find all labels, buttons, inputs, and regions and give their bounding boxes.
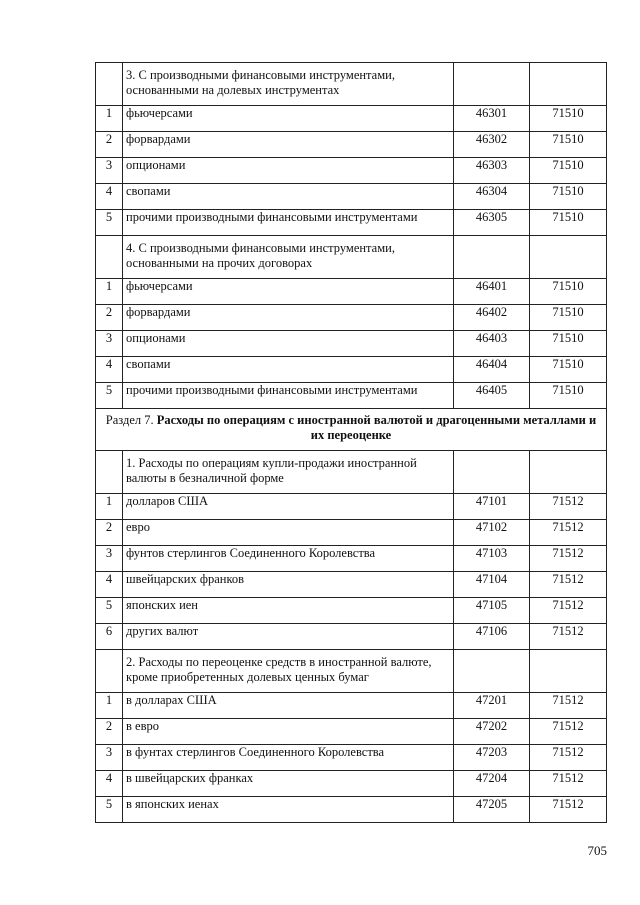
table-row: [96, 305, 607, 331]
account-code: 46401: [454, 279, 530, 305]
table-row: [96, 279, 607, 305]
account-code: 47102: [454, 520, 530, 546]
symbol-code: 71510: [530, 357, 607, 383]
section-title: Расходы по операциям с иностранной валютой и драгоценными металлами и их переоценке: [156, 413, 597, 442]
symbol-code: 71512: [530, 771, 607, 797]
symbol-code: 71510: [530, 184, 607, 210]
item-name: форвардами: [123, 132, 454, 158]
row-number: 4: [96, 572, 123, 598]
item-name: форвардами: [123, 305, 454, 331]
row-number: 5: [96, 598, 123, 624]
account-code: 47201: [454, 693, 530, 719]
item-name: японских иен: [123, 598, 454, 624]
symbol-code-cell: [530, 236, 607, 279]
row-number: 3: [96, 331, 123, 357]
row-number: 5: [96, 383, 123, 409]
table-row: [96, 624, 607, 650]
item-name: в швейцарских франках: [123, 771, 454, 797]
symbol-code: 71510: [530, 106, 607, 132]
account-code-cell: [454, 63, 530, 106]
row-number-cell: [96, 63, 123, 106]
row-number: 1: [96, 693, 123, 719]
row-number: 3: [96, 158, 123, 184]
item-name: фунтов стерлингов Соединенного Королевства: [123, 546, 454, 572]
item-name: фьючерсами: [123, 106, 454, 132]
item-name: прочими производными финансовыми инструментами: [123, 210, 454, 236]
subgroup-header-row: [96, 63, 607, 106]
symbol-code: 71510: [530, 279, 607, 305]
row-number-cell: [96, 451, 123, 494]
row-number: 4: [96, 184, 123, 210]
row-number: 5: [96, 210, 123, 236]
table-row: [96, 546, 607, 572]
symbol-code: 71510: [530, 331, 607, 357]
account-code-cell: [454, 451, 530, 494]
symbol-code: 71512: [530, 546, 607, 572]
row-number-cell: [96, 650, 123, 693]
item-name: свопами: [123, 184, 454, 210]
account-code: 46403: [454, 331, 530, 357]
item-name: швейцарских франков: [123, 572, 454, 598]
table-row: [96, 383, 607, 409]
symbol-code: 71510: [530, 383, 607, 409]
item-name: опционами: [123, 331, 454, 357]
item-name: свопами: [123, 357, 454, 383]
row-number: 6: [96, 624, 123, 650]
item-name: фьючерсами: [123, 279, 454, 305]
symbol-code: 71510: [530, 210, 607, 236]
table-row: [96, 520, 607, 546]
row-number: 3: [96, 745, 123, 771]
symbol-code: 71512: [530, 624, 607, 650]
symbol-code-cell: [530, 451, 607, 494]
subgroup-header-row: [96, 650, 607, 693]
row-number: 2: [96, 132, 123, 158]
table-row: [96, 158, 607, 184]
item-name: в фунтах стерлингов Соединенного Королевства: [123, 745, 454, 771]
subgroup-header-row: [96, 451, 607, 494]
account-code: 47106: [454, 624, 530, 650]
account-code-cell: [454, 650, 530, 693]
account-code: 46301: [454, 106, 530, 132]
item-name: долларов США: [123, 494, 454, 520]
account-code: 46304: [454, 184, 530, 210]
symbol-code: 71512: [530, 797, 607, 823]
account-code: 47101: [454, 494, 530, 520]
section-title-cell: [96, 409, 607, 451]
row-number: 5: [96, 797, 123, 823]
section-header-row: [96, 409, 607, 451]
table-row: [96, 719, 607, 745]
symbol-code: 71510: [530, 305, 607, 331]
symbol-code-cell: [530, 650, 607, 693]
symbol-code: 71512: [530, 572, 607, 598]
symbol-code: 71512: [530, 693, 607, 719]
symbol-code-cell: [530, 63, 607, 106]
symbol-code: 71512: [530, 745, 607, 771]
account-code: 46303: [454, 158, 530, 184]
table-row: [96, 494, 607, 520]
account-code: 47202: [454, 719, 530, 745]
item-name: в долларах США: [123, 693, 454, 719]
section-prefix: Раздел 7.: [105, 413, 154, 427]
symbol-code: 71512: [530, 719, 607, 745]
item-name: других валют: [123, 624, 454, 650]
item-name: в евро: [123, 719, 454, 745]
subgroup-title: 4. С производными финансовыми инструментами, основанными на прочих договорах: [123, 236, 454, 279]
row-number: 4: [96, 357, 123, 383]
row-number: 1: [96, 494, 123, 520]
account-code: 47104: [454, 572, 530, 598]
table-row: [96, 745, 607, 771]
subgroup-title: 3. С производными финансовыми инструментами, основанными на долевых инструментах: [123, 63, 454, 106]
item-name: прочими производными финансовыми инструментами: [123, 383, 454, 409]
table-row: [96, 797, 607, 823]
account-code: 47203: [454, 745, 530, 771]
row-number: 2: [96, 719, 123, 745]
table-row: [96, 106, 607, 132]
table-row: [96, 184, 607, 210]
table-row: [96, 331, 607, 357]
table-row: [96, 357, 607, 383]
page-number: 705: [587, 843, 607, 858]
accounts-table-body: [96, 63, 607, 823]
row-number: 1: [96, 106, 123, 132]
subgroup-title: 1. Расходы по операциям купли-продажи иностранной валюты в безналичной форме: [123, 451, 454, 494]
account-code-cell: [454, 236, 530, 279]
symbol-code: 71512: [530, 494, 607, 520]
table-row: [96, 771, 607, 797]
account-code: 46302: [454, 132, 530, 158]
account-code: 47204: [454, 771, 530, 797]
row-number-cell: [96, 236, 123, 279]
account-code: 46402: [454, 305, 530, 331]
table-row: [96, 132, 607, 158]
account-code: 46404: [454, 357, 530, 383]
subgroup-title: 2. Расходы по переоценке средств в иностранной валюте, кроме приобретенных долевых ценных бумаг: [123, 650, 454, 693]
symbol-code: 71512: [530, 598, 607, 624]
item-name: опционами: [123, 158, 454, 184]
table-row: [96, 572, 607, 598]
row-number: 2: [96, 305, 123, 331]
account-code: 47205: [454, 797, 530, 823]
account-code: 47105: [454, 598, 530, 624]
row-number: 2: [96, 520, 123, 546]
account-code: 47103: [454, 546, 530, 572]
account-code: 46305: [454, 210, 530, 236]
row-number: 3: [96, 546, 123, 572]
row-number: 1: [96, 279, 123, 305]
symbol-code: 71510: [530, 132, 607, 158]
item-name: в японских иенах: [123, 797, 454, 823]
account-code: 46405: [454, 383, 530, 409]
table-row: [96, 693, 607, 719]
row-number: 4: [96, 771, 123, 797]
subgroup-header-row: [96, 236, 607, 279]
table-row: [96, 210, 607, 236]
item-name: евро: [123, 520, 454, 546]
accounts-table: [95, 62, 607, 823]
symbol-code: 71510: [530, 158, 607, 184]
table-row: [96, 598, 607, 624]
symbol-code: 71512: [530, 520, 607, 546]
